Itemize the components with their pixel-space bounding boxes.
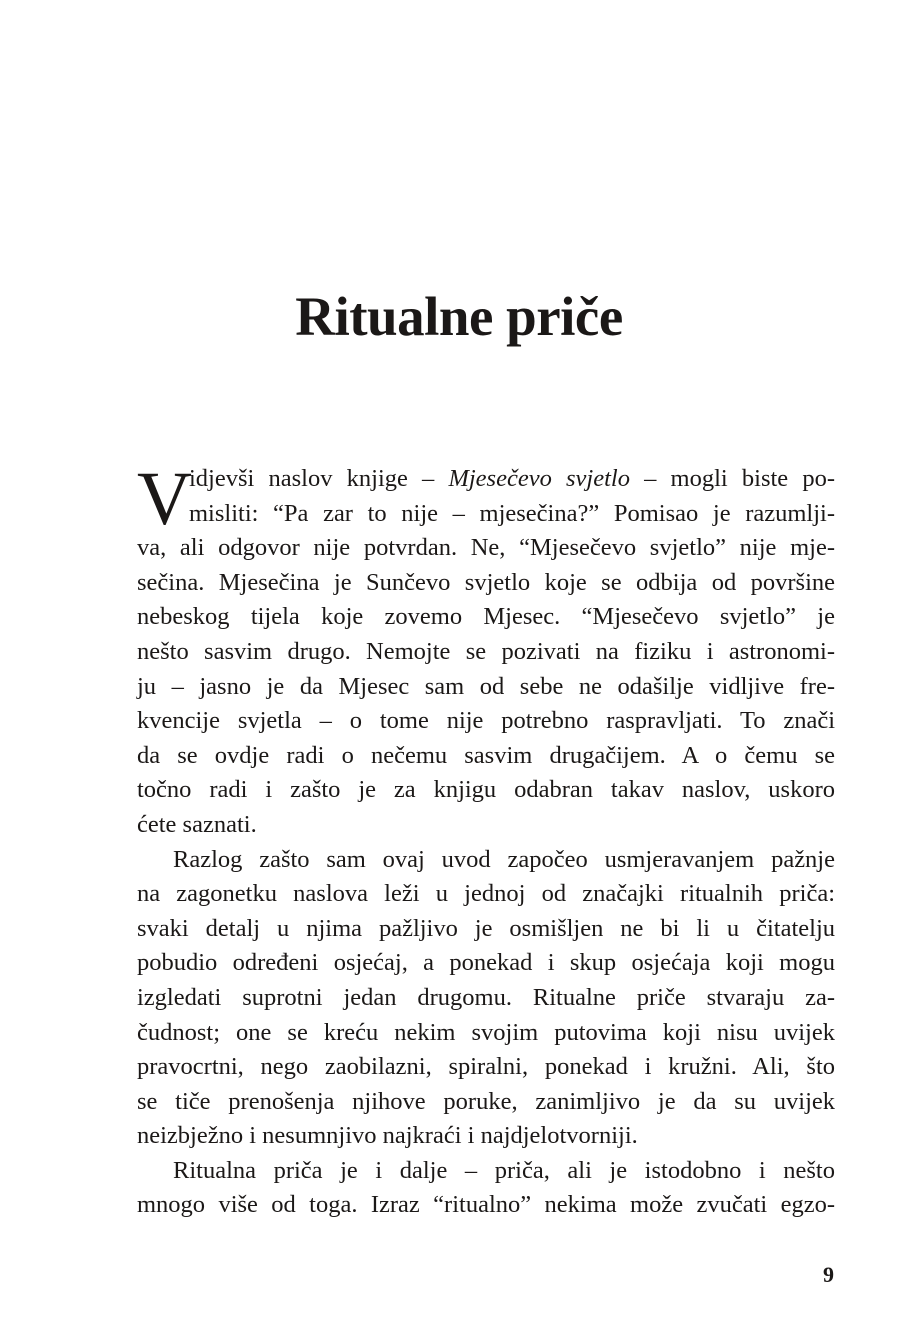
text-line: ćete saznati. (137, 810, 257, 838)
paragraph-2 (137, 843, 835, 1154)
book-title-italic: Mjesečevo svjetlo (448, 465, 630, 492)
text-line: neizbježno i nesumnjivo najkraći i najdjelotvorniji. (137, 1122, 638, 1150)
paragraph-3 (137, 1154, 835, 1223)
text-line: mnogo više od toga. Izraz “ritualno” nekima može zvučati egzo- (137, 1191, 835, 1219)
text-run: idjevši naslov knjige – (189, 465, 449, 492)
text-line: va, ali odgovor nije potvrdan. Ne, “Mjesečevo svjetlo” nije mje- (137, 534, 835, 562)
text-line: sečina. Mjesečina je Sunčevo svjetlo koje se odbija od površine (137, 568, 835, 596)
text-line: Razlog zašto sam ovaj uvod započeo usmjeravanjem pažnje (173, 845, 835, 873)
text-line: na zagonetku naslova leži u jednoj od značajki ritualnih priča: (137, 880, 835, 908)
text-line: pravocrtni, nego zaobilazni, spiralni, ponekad i kružni. Ali, što (137, 1053, 835, 1081)
text-line: nebeskog tijela koje zovemo Mjesec. “Mjesečevo svjetlo” je (137, 603, 835, 631)
page-number: 9 (823, 1262, 834, 1287)
paragraph-1 (137, 457, 835, 843)
text-line: čudnost; one se kreću nekim svojim putovima koji nisu uvijek (137, 1018, 835, 1046)
text-line: kvencije svjetla – o tome nije potrebno raspravljati. To znači (137, 707, 835, 735)
text-line: da se ovdje radi o nečemu sasvim drugačijem. A o čemu se (137, 741, 835, 769)
text-line: svaki detalj u njima pažljivo je osmišljen ne bi li u čitatelju (137, 914, 835, 942)
text-line: ju – jasno je da Mjesec sam od sebe ne odašilje vidljive fre- (137, 672, 835, 700)
text-line: se tiče prenošenja njihove poruke, zanimljivo je da su uvijek (137, 1087, 835, 1115)
text-line: pobudio određeni osjećaj, a ponekad i skup osjećaja koji mogu (137, 949, 835, 977)
body-text (137, 457, 835, 1223)
text-run: – mogli biste po- (629, 465, 835, 492)
text-line: točno radi i zašto je za knjigu odabran takav naslov, uskoro (137, 776, 835, 804)
chapter-title: Ritualne priče (295, 286, 623, 347)
text-line (137, 462, 835, 497)
text-line: misliti: “Pa zar to nije – mjesečina?” Pomisao je razumlji- (189, 499, 835, 527)
text-line: nešto sasvim drugo. Nemojte se pozivati na fiziku i astronomi- (137, 637, 835, 665)
text-line: izgledati suprotni jedan drugomu. Ritualne priče stvaraju za- (137, 983, 835, 1011)
text-line: Ritualna priča je i dalje – priča, ali je istodobno i nešto (173, 1156, 835, 1184)
drop-cap: V (137, 457, 192, 541)
